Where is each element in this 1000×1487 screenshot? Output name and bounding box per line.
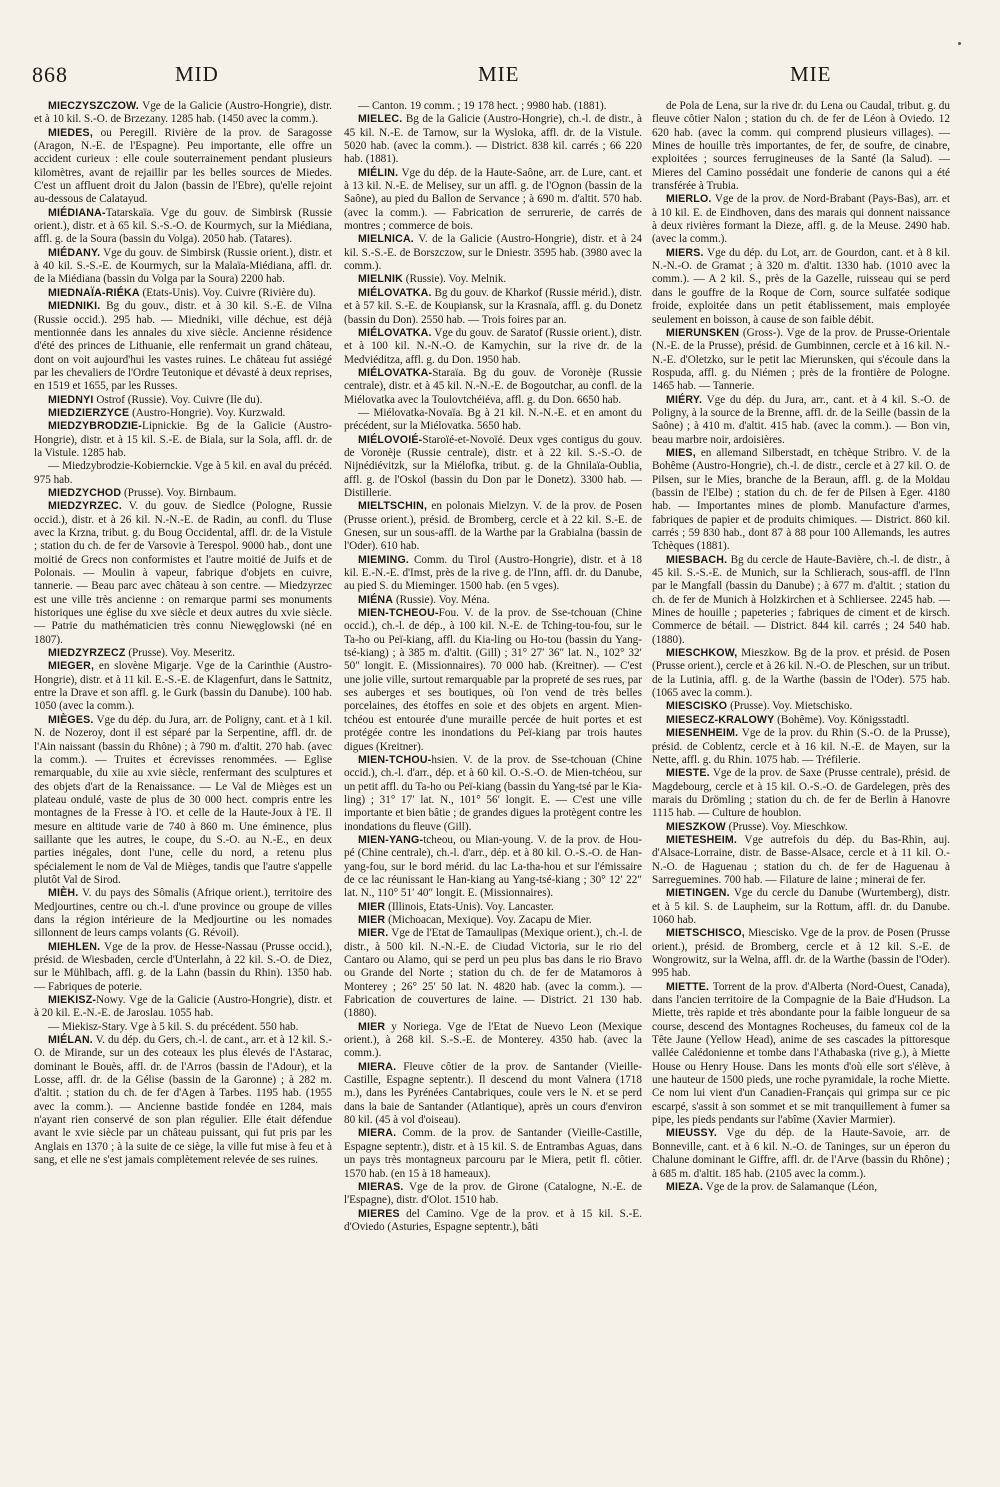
entry-text: Miescisko. Vge de la prov. de Posen (Prusse orient.), présid. de Bromberg, cercle et à 12 kil. S.-E. de Wongrowitz, sur la Welna, affl. dr. de la Warthe (bassin de l'Oder). 995 hab. <box>652 927 950 980</box>
entry-text: — Miélovatka-Novaïa. Bg à 21 kil. N.-N.-E. et en amont du précédent, sur la Miélovatka. 5650 hab. <box>344 406 642 433</box>
entry-text: hsien. V. de la prov. de Sse-tchouan (Chine occid.), ch.-l. d'arr., dép. et à 60 kil. O.-S.-O. de Mien-tchéou, sur un petit affl. du Ta-ho ou Peï-kiang (bassin du Yang-tsé par le Kia-ling) ; 31° 17′ lat. N., 101° 56′ longit. E. — C'est une ville importante et bien bâtie ; de grandes digues la protègent contre les inondations du fleuve (Gill). <box>344 753 642 833</box>
entry-headword: MIESCISKO <box>666 700 728 713</box>
entry-headword: MIECZYSZCZOW. <box>48 100 139 112</box>
entry-text: — Canton. 19 comm. ; 19 178 hect. ; 9980 hab. (1881). <box>358 100 607 112</box>
entry-text: Bg du gouv. de Kharkof (Russie mérid.), distr. et à 57 kil. S.-E. de Koupiansk, sur la Krasnaïa, affl. g. du Donetz (bassin du Don). 2550 hab. — Trois foires par an. <box>344 286 642 326</box>
entry-headword: MIERLO. <box>666 193 712 206</box>
dictionary-entry <box>652 927 950 980</box>
entry-text: Staraïa. Bg du gouv. de Voronèje (Russie centrale), distr. et à 45 kil. N.-N.-E. de Bogoutchar, au confl. de la Miélovatka avec la Toulovtchéiéva, affl. g. du Don. 6650 hab. <box>344 366 642 406</box>
dictionary-entry <box>344 914 642 927</box>
entry-headword: MIEDNYI <box>48 393 94 406</box>
entry-headword: MIEMING. <box>358 553 410 566</box>
dictionary-entry <box>652 700 950 713</box>
running-head-left: MID <box>175 62 219 86</box>
entry-headword: MIER. <box>358 927 389 940</box>
dictionary-entry <box>652 727 950 767</box>
entry-headword: MIEDNAÏA-RIÉKA <box>48 286 140 299</box>
entry-headword: MIETTE. <box>666 980 710 993</box>
entry-headword: MIEDZYBRODZIE- <box>48 420 143 433</box>
dictionary-entry <box>344 100 642 113</box>
entry-headword: MIEHLEN. <box>48 940 101 953</box>
entry-headword: MIEN-TCHEOU- <box>358 607 439 620</box>
entry-headword: MIER <box>358 913 386 926</box>
entry-text: Comm. du Tirol (Austro-Hongrie), distr. et à 18 kil. E.-N.-E. d'Imst, près de la rive g. de l'Inn, affl. dr. du Danube, au pied S. du Mieminger. 1500 hab. (en 5 vges). <box>344 553 642 593</box>
entry-headword: MIESZKOW <box>666 820 726 833</box>
entry-headword: MIÈGES. <box>48 713 94 726</box>
page-number: 868 <box>32 62 68 87</box>
entry-headword: MIEGER, <box>48 660 95 673</box>
entry-headword: MIÉLIN. <box>358 166 399 179</box>
entry-text: Vge du gouv. de Simbirsk (Russie orient.), distr. et à 40 kil. S.-S.-E. de Kourmych, sur la Malaïa-Miédiana, affl. dr. de la Miédiana (bassin du Volga par la Soura) 2200 hab. <box>34 246 332 286</box>
dictionary-entry <box>652 887 950 927</box>
entry-text: (Austro-Hongrie). Voy. Kurzwald. <box>129 406 286 419</box>
dictionary-entry <box>344 287 642 327</box>
dictionary-entry <box>344 834 642 901</box>
dictionary-entry <box>652 247 950 327</box>
dictionary-entry <box>652 100 950 193</box>
entry-text: (Etats-Unis). Voy. Cuivre (Rivière du). <box>139 286 316 299</box>
entry-text: Vge autrefois du dép. du Bas-Rhin, auj. d'Alsace-Lorraine, distr. de Basse-Alsace, cercle et à 11 kil. O.-N.-O. de Haguenau ; station du ch. de fer de Haguenau à Sarreguemines. 700 hab. — Filature de laine ; minerai de fer. <box>652 833 950 886</box>
dictionary-entry <box>34 714 332 887</box>
dictionary-entry <box>652 394 950 447</box>
dictionary-entry <box>344 273 642 286</box>
entry-text: — Miekisz-Stary. Vge à 5 kil. S. du précédent. 550 hab. <box>48 1020 299 1033</box>
entry-headword: MIÈH. <box>48 887 79 900</box>
page-header <box>0 62 1000 102</box>
entry-text: (Illinois, Etats-Unis). Voy. Lancaster. <box>385 900 554 913</box>
entry-headword: MIES, <box>666 446 696 459</box>
entry-text: Staroïé-et-Novoïé. Deux vges contigus du gouv. de Voronèje (Russie centrale), distr. et à 22 kil. S.-S.-O. de Nijnédiévitzk, sur la Miélofka, tribut. g. de la Ghnilaïa-Oublia, affl. g. de l'Oskol (bassin du Don par le Donetz). 3300 hab. — Distillerie. <box>344 433 642 499</box>
entry-text: Nowy. Vge de la Galicie (Austro-Hongrie), distr. et à 20 kil. E.-N.-E. de Jaroslau. 1055 hab. <box>34 994 332 1020</box>
entry-headword: MIEDZIERZYCE <box>48 406 130 419</box>
entry-headword: MIEZA. <box>666 1180 704 1193</box>
entry-headword: MIESECZ-KRALOWY <box>666 713 775 726</box>
dictionary-entry <box>344 754 642 834</box>
entry-text: (Prusse). Voy. Meseritz. <box>125 647 236 660</box>
entry-text: Vge du dép. de la Haute-Savoie, arr. de Bonneville, cant. et à 6 kil. N.-O. de Taninges, sur un éperon du Chalune dominant le Giffre, affl. dr. de l'Arve (bassin du Rhône) ; à 685 m. d'altit. 185 hab. (2105 avec la comm.). <box>652 1127 950 1180</box>
dictionary-entry <box>344 594 642 607</box>
dictionary-entry <box>344 1127 642 1180</box>
entry-headword: MIETESHEIM. <box>666 833 738 846</box>
entry-headword: MIÉLOVATKA- <box>358 366 433 379</box>
entry-headword: MIER <box>358 1020 386 1033</box>
dictionary-entry <box>652 981 950 1128</box>
ink-spot <box>958 42 961 45</box>
dictionary-entry <box>344 1021 642 1061</box>
entry-text: V. de la Galicie (Austro-Hongrie), distr. et à 24 kil. S.-S.-E. de Borszczow, sur le Dniestr. 3595 hab. (3980 avec la comm.). <box>344 233 642 273</box>
dictionary-entry <box>34 660 332 713</box>
entry-text: Vge du cercle du Danube (Wurtemberg), distr. et à 5 kil. S. de Laupheim, sur la Rottum, affl. dr. du Danube. 1060 hab. <box>652 887 950 926</box>
entry-text: (Russie). Voy. Ména. <box>393 593 490 606</box>
dictionary-entry <box>344 113 642 166</box>
dictionary-entry <box>652 1181 950 1194</box>
dictionary-entry <box>652 647 950 700</box>
dictionary-entry <box>344 901 642 914</box>
entry-headword: MIETSCHISCO, <box>666 927 745 940</box>
text-column-2 <box>344 100 642 1470</box>
entry-text: Torrent de la prov. d'Alberta (Nord-Ouest, Canada), dans l'ancien territoire de la Compagnie de la Baie d'Hudson. La Miette, très rapide et très abondante pour la faible longueur de sa course, descend des Montagnes Rocheuses, du fameux col de la Tête Jaune (Yellow Head), anime de ses cascades la pittoresque vallée Calédonienne et tombe dans l'Athabaska (rive g.), à Miette House ou Henry House. Dans les monts d'où elle sort s'élève, à une hauteur de 1500 pieds, une roche pyramidale, la roche Miette. Ce nom lui vient d'un Canadien-Français qui grimpa sur ce pic escarpé, s'assit à son sommet et se mit tranquillement à fumer sa pipe, les pieds pendants sur l'abîme (Xavier Marmier). <box>652 980 950 1127</box>
entry-headword: MIERUNSKEN <box>666 326 740 339</box>
dictionary-entry <box>652 447 950 554</box>
dictionary-entry <box>652 1127 950 1180</box>
dictionary-entry <box>34 941 332 994</box>
dictionary-entry <box>344 327 642 367</box>
entry-text: Vge du dép. du Lot, arr. de Gourdon, cant. et à 8 kil. N.-N.-O. de Gramat ; à 320 m. d'altit. 1330 hab. (1010 avec la comm.). — A 2 kil. S., près de la Gazelle, ruisseau qui se perd dans le gouffre de la Roque de Corn, source sulfatée sodique froide, exploitée dans un petit établissement, mais employée seulement en boisson, à cause de son faible débit. <box>652 246 950 326</box>
dictionary-entry <box>344 927 642 1020</box>
entry-text: (Bohême). Voy. Königsstadtl. <box>774 713 910 726</box>
entry-text: V. du dép. du Gers, ch.-l. de cant., arr. et à 12 kil. S.-O. de Mirande, sur un des coteaux les plus élevés de l'Astarac, dominant le Bouès, affl. dr. de l'Arros (bassin de l'Adour), et la Losse, affl. dr. de la Gélise (bassin de la Garonne) ; à 282 m. d'altit. ; station du ch. de fer d'Agen à Tarbes. 1195 hab. (1955 avec la comm.). — Ancienne bastide fondée en 1284, mais n'ayant rien conservé de son plan régulier. Elle était défendue avant le xvie siècle par un château puissant, qui fut pris par les Anglais en 1370 ; à la suite de ce siège, la ville fut mise à feu et à sang, et elle ne s'est jamais complètement relevée de ses ruines. <box>34 1034 332 1167</box>
entry-text: Mieszkow. Bg de la prov. et présid. de Posen (Prusse orient.), cercle et à 26 kil. N.-O. de Pleschen, sur un tribut. de la Lutinia, affl. g. de la Warthe (bassin de l'Oder). 575 hab. (1065 avec la comm.). <box>652 647 950 700</box>
entry-headword: MIÉRY. <box>666 393 703 406</box>
entry-headword: MIEDZYRZECZ <box>48 647 126 660</box>
dictionary-entry <box>652 193 950 246</box>
entry-headword: MIEDZYCHOD <box>48 486 122 499</box>
entry-headword: MIEDZYRZEC. <box>48 500 123 513</box>
dictionary-entry <box>34 500 332 647</box>
entry-text: (Michoacan, Mexique). Voy. Zacapu de Mier. <box>385 913 592 926</box>
entry-text: — Miedzybrodzie-Kobiernckie. Vge à 5 kil. en aval du précéd. 975 hab. <box>34 460 332 486</box>
entry-headword: MIELNIK <box>358 273 403 286</box>
entry-headword: MIÉNA <box>358 593 394 606</box>
entry-headword: MIEKISZ- <box>48 994 97 1007</box>
entry-text: en slovène Migarje. Vge de la Carinthie (Austro-Hongrie), distr. et à 11 kil. E.-S.-E. de Klagenfurt, dans le Sattnitz, entre la Drave et son affl. g. le Gurk (bassin du Danube). 100 hab. 1050 (avec la comm.). <box>34 660 332 713</box>
dictionary-entry <box>34 887 332 940</box>
dictionary-entry <box>344 167 642 234</box>
entry-headword: MIÉLOVATKA. <box>358 326 432 339</box>
dictionary-entry <box>652 834 950 887</box>
dictionary-entry <box>344 434 642 501</box>
dictionary-entry <box>34 207 332 247</box>
dictionary-entry <box>34 407 332 420</box>
entry-text: Fou. V. de la prov. de Sse-tchouan (Chine occid.), ch.-l. de dép., à 100 kil. N.-E. de Tching-tou-fou, sur le Ta-ho ou Peï-kiang, affl. du Kia-ling ou Ho-tou (bassin du Yang-tsé-kiang) ; à 385 m. d'altit. (Gill) ; 31° 27′ 36″ lat. N., 102° 32′ 50″ longit. E. (Missionnaires). 70 000 hab. (Kreitner). — C'est une jolie ville, surtout remarquable par la propreté de ses rues, par ses auberges et ses boutiques, où l'on vend de très belles porcelaines, des étoffes en soie et des objets en argent. Mien-tchéou est entourée d'une muraille percée de huit portes et est protégée contre les inondations du Peï-kiang par trois hautes digues (Kreitner). <box>344 607 642 753</box>
entry-text: Vge de la prov. de Hesse-Nassau (Prusse occid.), présid. de Wiesbaden, cercle d'Unterlahn, à 22 kil. S.-O. de Diez, sur le Mühlbach, affl. g. de la Lahn (bassin du Rhin). 1350 hab. — Fabriques de poterie. <box>34 940 332 993</box>
entry-text: Vge de la prov. de Saxe (Prusse centrale), présid. de Magdebourg, cercle et à 15 kil. O.-S.-O. de Gardelegen, près des marais du Drömling ; station du ch. de fer de Berlin à Hanovre 1115 hab. — Culture de houblon. <box>652 767 950 820</box>
entry-text: Lipnickie. Bg de la Galicie (Austro-Hongrie), distr. et à 15 kil. S.-E. de Biala, sur la Sola, affl. dr. de la Vistule. 1285 hab. <box>34 420 332 459</box>
entry-headword: MIERS. <box>666 246 704 259</box>
dictionary-entry <box>34 487 332 500</box>
entry-headword: MIEUSSY. <box>666 1127 718 1140</box>
entry-text: Vge de la prov. de Girone (Catalogne, N.-E. de l'Espagne), distr. d'Olot. 1510 hab. <box>344 1180 642 1207</box>
dictionary-entry <box>344 1208 642 1235</box>
dictionary-entry <box>34 300 332 393</box>
dictionary-entry <box>34 1021 332 1034</box>
entry-headword: MIER <box>358 900 386 913</box>
entry-headword: MIESENHEIM. <box>666 727 739 740</box>
dictionary-entry <box>34 1034 332 1167</box>
dictionary-entry <box>34 647 332 660</box>
dictionary-entry <box>344 233 642 273</box>
dictionary-entry <box>344 367 642 407</box>
entry-text: del Camino. Vge de la prov. et à 15 kil. S.-E. d'Oviedo (Asturies, Espagne septentr.), bâti <box>344 1207 642 1233</box>
entry-headword: MIÉLAN. <box>48 1034 93 1047</box>
entry-text: Bg du cercle de Haute-Bavière, ch.-l. de distr., à 45 kil. S.-S.-E. de Munich, sur la Schlierach, sous-affl. de l'Inn par le Mangfall (bassin du Danube) ; à 677 m. d'altit. ; station du ch. de fer de Munich à Holzkirchen et à Schliersee. 2245 hab. — Mines de houille ; papeteries ; fabriques de ciment et de kirsch. Commerce de bétail. — District. 844 kil. carrés ; 24 540 hab. (1880). <box>652 553 950 646</box>
entry-headword: MIÉLOVATKA. <box>358 286 432 299</box>
entry-text: Vge de l'Etat de Tamaulipas (Mexique orient.), ch.-l. de distr., à 500 kil. N.-N.-E. de Ciudad Victoria, sur le rio del Cantaro ou Alamo, qui se perd un peu plus bas dans le rio Bravo ou Grande del Norte ; station du ch. de fer de Matamoros à Monterey ; 26° 25′ 50 lat. N. 4820 hab. (avec la comm.). — Fabrication de couvertures de laine. — District. 21 130 hab. (1880). <box>344 927 642 1020</box>
entry-text: Comm. de la prov. de Santander (Vieille-Castille, Espagne septentr.), distr. et à 15 kil. S. de Entrambas Aguas, dans un pays très montagneux parcouru par le Miera, petit fl. côtier. 1570 hab. (en 15 à 18 hameaux). <box>344 1127 642 1180</box>
dictionary-entry <box>34 127 332 207</box>
entry-text: (Prusse). Voy. Birnbaum. <box>121 486 237 499</box>
entry-headword: MIERA. <box>358 1060 397 1073</box>
entry-text: (Russie). Voy. Melnik. <box>402 273 507 286</box>
entry-text: Tatarskaïa. Vge du gouv. de Simbirsk (Russie orient.), distr. et à 65 kil. S.-S.-O. de Kourmych, sur la Miédiana, affl. g. de la Soura (bassin du Volga). 2050 hab. (Tatares). <box>34 206 332 246</box>
entry-headword: MIÉDANY. <box>48 246 101 259</box>
running-head-right: MIE <box>790 62 832 86</box>
dictionary-entry <box>652 714 950 727</box>
dictionary-entry <box>34 247 332 287</box>
dictionary-entry <box>344 1181 642 1208</box>
text-column-1 <box>34 100 332 1470</box>
entry-headword: MIESCHKOW, <box>666 647 738 660</box>
dictionary-entry <box>652 821 950 834</box>
entry-text: V. du gouv. de Siedlce (Pologne, Russie occid.), distr. et à 26 kil. N.-N.-E. de Radin, au confl. du Tluse avec la Krzna, tribut. g. du Boug Occidental, affl. dr. de la Vistule ; station du ch. de fer de Varsovie à Terespol. 9000 hab., dont une moitié de Grecs non conformistes et l'autre moitié de Juifs et de Polonais. — Moulin à vapeur, fabrique d'objets en cuivre, tannerie. — Beau parc avec château à son centre. — Miedzyrzec est une ville très ancienne : on remarque parmi ses monuments historiques une église du xve siècle et deux autres du xvie siècle. — Patrie du mathématicien très connu Niewęglowski (né en 1807). <box>34 500 332 646</box>
text-column-3 <box>652 100 950 1470</box>
entry-headword: MIEN-YANG- <box>358 833 424 846</box>
entry-text: Ostrof (Russie). Voy. Cuivre (Ile du). <box>93 393 263 406</box>
entry-text: Bg de la Galicie (Austro-Hongrie), ch.-l. de distr., à 45 kil. N.-E. de Tarnow, sur la Wysloka, affl. dr. de la Vistule. 5020 hab. (avec la comm.). — District. 838 kil. carrés ; 66 220 hab. (1881). <box>344 113 642 166</box>
entry-text: Vge de la prov. de Nord-Brabant (Pays-Bas), arr. et à 10 kil. E. de Eindhoven, dans des marais qui donnent naissance à deux rivières formant la Dieze, affl. g. de la Meuse. 2490 hab. (avec la comm.). <box>652 193 950 246</box>
entry-text: (Prusse). Voy. Mietschisko. <box>727 700 853 713</box>
dictionary-entry <box>652 767 950 820</box>
dictionary-entry <box>34 287 332 300</box>
entry-headword: MIELTSCHIN, <box>358 500 428 513</box>
entry-headword: MIESTE. <box>666 767 710 780</box>
entry-text: y Noriega. Vge de l'Etat de Nuevo Leon (Mexique orient.), à 268 kil. S.-S.-E. de Monterey. 4350 hab. (avec la comm.). <box>344 1020 642 1060</box>
dictionary-entry <box>652 554 950 647</box>
entry-headword: MIETINGEN. <box>666 887 730 900</box>
entry-text: en polonais Mielzyn. V. de la prov. de Posen (Prusse orient.), présid. de Bromberg, cercle et à 22 kil. S.-E. de Gnesen, sur un sous-affl. de la Warthe par la Grabialna (bassin de l'Oder). 610 hab. <box>344 500 642 553</box>
entry-text: Vge du gouv. de Saratof (Russie orient.), distr. et à 100 kil. N.-N.-O. de Kamychin, sur la rive dr. de la Medviéditza, affl. g. du Don. 1950 hab. <box>344 326 642 366</box>
entry-text: Fleuve côtier de la prov. de Santander (Vieille-Castille, Espagne septentr.). Il descend du mont Valnera (1718 m.), dans les Pyrénées Cantabriques, coule vers le N. et se perd dans la baie de Santander (Atlantique), après un cours d'environ 80 kil. (45 à vol d'oiseau). <box>344 1060 642 1127</box>
dictionary-entry <box>344 607 642 754</box>
entry-headword: MIERES <box>358 1207 400 1220</box>
entry-text: en allemand Silberstadt, en tchèque Stribro. V. de la Bohême (Austro-Hongrie), ch.-l. de distr., cercle et à 27 kil. O. de Pilsen, sur le Mies, branche de la Beraun, affl. g. de la Moldau (bassin de l'Elbe) ; station du ch. de fer de Pilsen à Eger. 4180 hab. — Importantes mines de plomb. Manufacture d'armes, fabriques de papier et de produits chimiques. — District. 860 kil. carrés ; 59 830 hab., dont 87 à 88 pour 100 Allemands, les autres Tchèques (1881). <box>652 446 950 553</box>
entry-text: Bg du gouv., distr. et à 30 kil. S.-E. de Vilna (Russie occid.). 295 hab. — Miedniki, ville déchue, est déjà mentionnée dans les annales du xive siècle. Ancienne résidence d'été des princes de Lithuanie, elle renfermait un grand château, dont on voit aujourd'hui les vastes ruines. Le château fut assiégé par les chevaliers de l'Ordre Teutonique et dévasté à deux reprises, en 1519 et 1655, par les Russes. <box>34 300 332 393</box>
entry-headword: MIELEC. <box>358 113 403 126</box>
entry-text: (Gross-). Vge de la prov. de Prusse-Orientale (N.-E. de la Prusse), présid. de Gumbinnen, cercle et à 16 kil. N.-N.-E. d'Oletzko, sur le petit lac Mierunsken, qui s'écoule dans la Rospuda, affl. g. du Niémen ; près de la frontière de Pologne. 1465 hab. — Tannerie. <box>652 326 950 393</box>
entry-headword: MIEDNIKI. <box>48 300 101 313</box>
entry-headword: MIELNICA. <box>358 233 414 246</box>
entry-headword: MIESBACH. <box>666 553 728 566</box>
running-head-center: MIE <box>478 62 520 86</box>
entry-text: Vge du dép. de la Haute-Saône, arr. de Lure, cant. et à 13 kil. N.-E. de Melisey, sur un affl. g. de l'Ognon (bassin de la Saône), au pied du Ballon de Servance ; à 690 m. d'altit. 570 hab. (avec la comm.). — Fabrication de serrurerie, de carrés de montres ; commerce de bois. <box>344 166 642 233</box>
dictionary-entry <box>34 460 332 487</box>
entry-headword: MIÉDIANA- <box>48 206 106 219</box>
entry-headword: MIERAS. <box>358 1180 404 1193</box>
entry-text: Vge du dép. du Jura, arr. de Poligny, cant. et à 1 kil. N. de Nozeroy, dont il est séparé par la Serpentine, affl. dr. de l'Ain naissant (bassin du Rhône) ; à 790 m. d'altit. 270 hab. (avec la comm.). — Truites et écrevisses renommées. — Eglise remarquable, du xiie au xvie siècle, renfermant des sculptures et des objets d'art de la Renaissance. — Le Val de Mièges est un plateau ondulé, vaste de plus de 30 000 hect. compris entre les montagnes de la Fresse à l'O. et celle de la Haute-Joux à l'E. Il mesure en altitude varie de 740 à 860 m. Une éminence, plus saillante que les autres, le coupe, du S.-O. au N.-E., en deux parties inégales, dont l'une, celle du nord, a retenu plus spécialement le nom de Val de Mièges, tandis que l'autre s'appelle plutôt Val de Sirod. <box>34 713 332 886</box>
dictionary-entry <box>34 420 332 460</box>
entry-headword: MIÉLOVOIÉ- <box>358 433 423 446</box>
dictionary-entry <box>344 407 642 434</box>
dictionary-entry <box>652 327 950 394</box>
entry-text: Vge du dép. du Jura, arr., cant. et à 4 kil. S.-O. de Poligny, à la source de la Brenne, affl. dr. de la Seille (bassin de la Saône) ; à 410 m. d'altit. 415 hab. (avec la comm.). — Bon vin, beau marbre noir, ardoisières. <box>652 393 950 446</box>
entry-text: ou Peregill. Rivière de la prov. de Saragosse (Aragon, N.-E. de l'Espagne). Peu importante, elle offre un accident curieux : elle coule souterrainement pendant plusieurs kilomètres, avant de rejaillir par les belles sources de Miedes. C'est un affluent droit du Jalon (bassin de l'Ebre), qu'elle rejoint au-dessous de Calatayud. <box>34 126 332 206</box>
dictionary-entry <box>34 394 332 407</box>
entry-headword: MIEDES, <box>48 126 93 139</box>
dictionary-entry <box>344 1061 642 1128</box>
dictionary-entry <box>344 554 642 594</box>
entry-text: tcheou, ou Mian-young. V. de la prov. de Hou-pé (Chine centrale), ch.-l. d'arr., dép. et à 80 kil. O.-S.-O. de Han-yang-fou, sur le bord mérid. du lac La-tha-hou et sur l'émissaire de ce lac réunissant le Han-kiang au Yang-tsé-kiang ; 30° 12′ 22″ lat. N., 110° 51′ 40″ longit. E. (Missionnaires). <box>344 833 642 900</box>
dictionary-entry <box>34 994 332 1021</box>
entry-text: de Pola de Lena, sur la rive dr. du Lena ou Caudal, tribut. g. du fleuve côtier Nalon ; station du ch. de fer de Léon à Oviedo. 12 620 hab. (avec la comm. qui comprend plusieurs villages). — Mines de houille très importantes, de fer, de soufre, de cinabre, exploitées ; sources ferrugineuses de la Santé (la Salud). — Mieres del Camino possédait une fonderie de canons qui a été transférée à Trubia. <box>652 100 950 193</box>
entry-text: Vge de la prov. du Rhin (S.-O. de la Prusse), présid. de Coblentz, cercle et à 16 kil. N.-E. de Mayen, sur la Nette, affl. g. du Rhin. 1075 hab. — Tréfilerie. <box>652 727 950 766</box>
entry-text: Vge de la Galicie (Austro-Hongrie), distr. et à 10 kil. S.-O. de Brzezany. 1285 hab. (1450 avec la comm.). <box>34 100 332 126</box>
entry-headword: MIEN-TCHOU- <box>358 753 432 766</box>
entry-headword: MIERA. <box>358 1127 397 1140</box>
entry-text: Vge de la prov. de Salamanque (Léon, <box>703 1180 878 1193</box>
dictionary-entry <box>344 500 642 553</box>
dictionary-entry <box>34 100 332 127</box>
entry-text: V. du pays des Sômalis (Afrique orient.), territoire des Medjourtines, centre ou ch.-l. d'une province ou groupe de villes dans la région intérieure de la Medjourtine ou les nomades sillonnent de leurs camps volants (G. Révoil). <box>34 887 332 940</box>
entry-text: (Prusse). Voy. Mieschkow. <box>725 820 848 833</box>
